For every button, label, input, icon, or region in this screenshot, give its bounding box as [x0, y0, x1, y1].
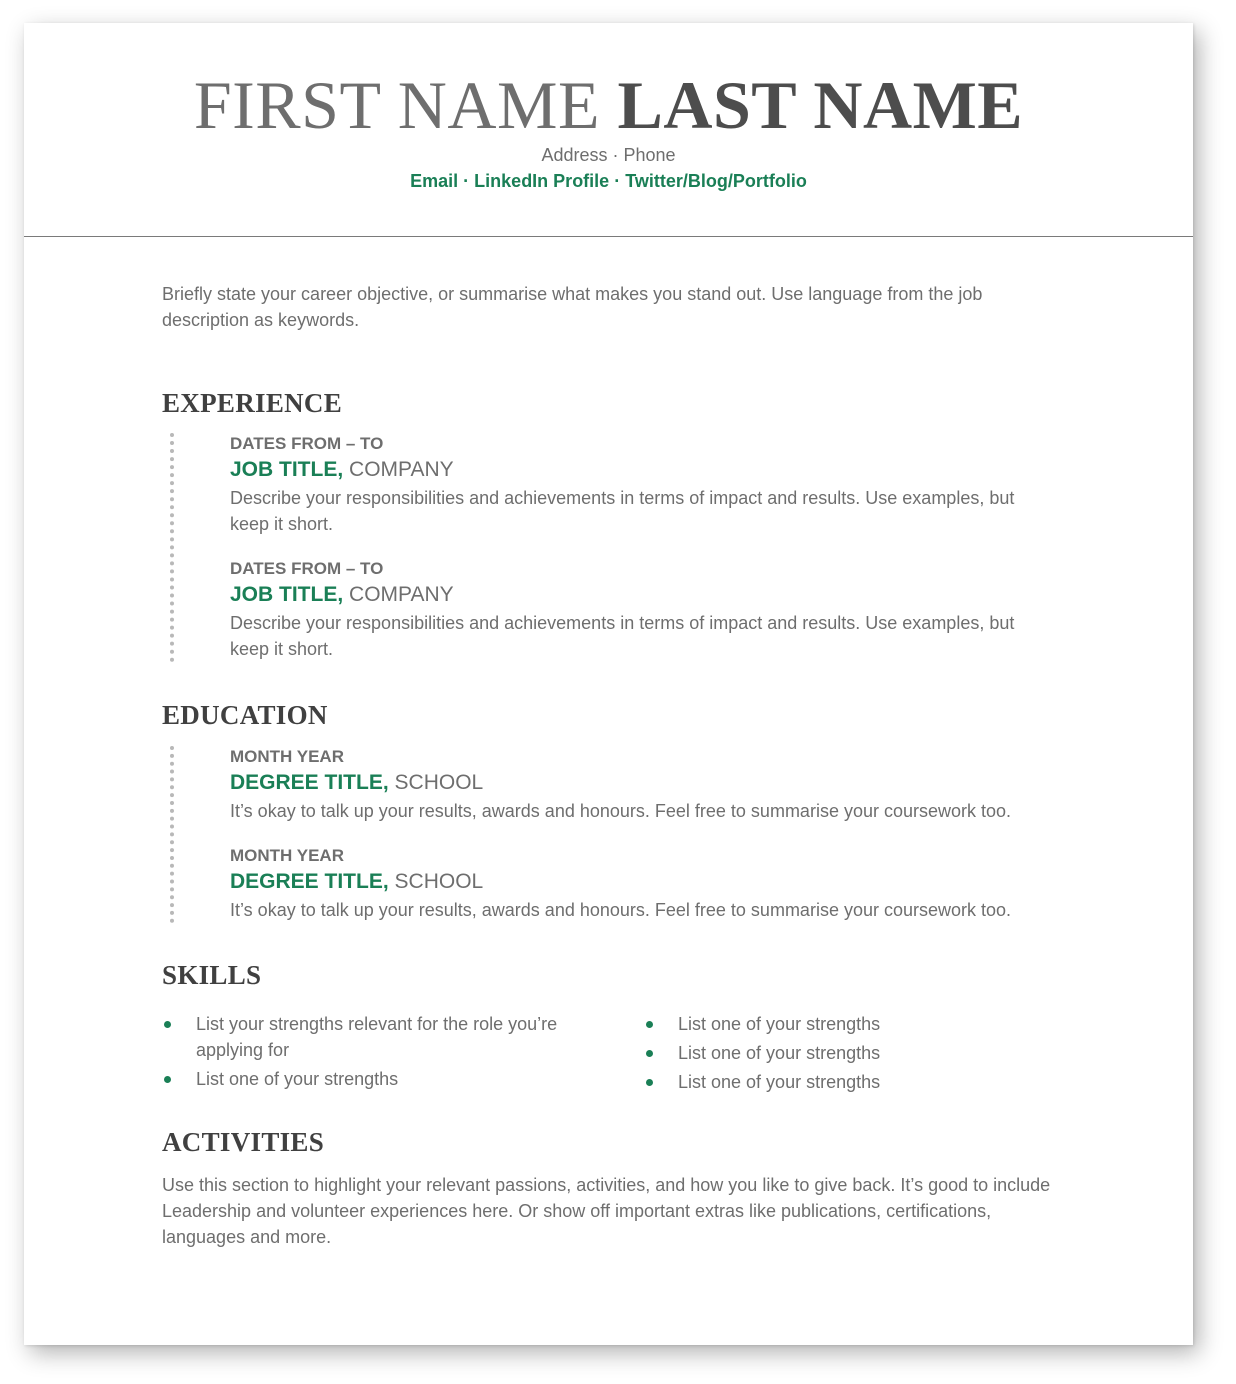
- experience-entries: [170, 433, 1062, 662]
- entry-role: JOB TITLE,: [230, 458, 344, 481]
- entry-description: Describe your responsibilities and achievements in terms of impact and results. Use examples, but keep it short.: [230, 488, 1015, 534]
- bullet-icon: [646, 1050, 653, 1057]
- bullet-icon: [164, 1076, 171, 1083]
- entry-role: DEGREE TITLE,: [230, 771, 389, 794]
- full-name: [24, 67, 1193, 143]
- resume-body: [162, 281, 1062, 1250]
- education-entries: [170, 746, 1062, 923]
- experience-entry: [230, 558, 1062, 662]
- first-name: FIRST NAME: [193, 67, 600, 143]
- address-phone-line: Address · Phone: [541, 145, 676, 165]
- entry-org: COMPANY: [349, 458, 454, 481]
- resume-header: [24, 23, 1193, 237]
- bullet-icon: [646, 1079, 653, 1086]
- entry-description: It’s okay to talk up your results, awards and honours. Feel free to summarise your coursework too.: [230, 900, 1012, 920]
- skill-item: [644, 1069, 1062, 1095]
- education-entry: [230, 845, 1062, 923]
- activities-text: Use this section to highlight your relevant passions, activities, and how you like to give back. It’s good to include Leadership and volunteer experiences here. Or show off important extras like publications, certifications, languages and more.: [162, 1175, 1051, 1247]
- education-entry: [230, 746, 1062, 824]
- experience-heading: EXPERIENCE: [162, 388, 343, 418]
- entry-dates: DATES FROM – TO: [230, 434, 384, 453]
- skill-text: List one of your strengths: [678, 1043, 881, 1063]
- skill-text: List one of your strengths: [678, 1014, 881, 1034]
- skill-item: [162, 1066, 606, 1092]
- activities-heading: ACTIVITIES: [162, 1127, 325, 1157]
- skills-list: [162, 1011, 1062, 1098]
- bullet-icon: [164, 1021, 171, 1028]
- skills-column-2: [644, 1011, 1062, 1098]
- entry-dates: MONTH YEAR: [230, 747, 344, 766]
- last-name: LAST NAME: [617, 67, 1024, 143]
- entry-role: JOB TITLE,: [230, 583, 344, 606]
- entry-org: SCHOOL: [394, 870, 484, 893]
- entry-org: SCHOOL: [394, 771, 484, 794]
- skill-item: [162, 1011, 606, 1063]
- entry-description: Describe your responsibilities and achievements in terms of impact and results. Use examples, but keep it short.: [230, 613, 1015, 659]
- bullet-icon: [646, 1021, 653, 1028]
- skill-text: List one of your strengths: [196, 1069, 399, 1089]
- education-heading: EDUCATION: [162, 700, 328, 730]
- skill-text: List your strengths relevant for the role you’re applying for: [196, 1014, 558, 1060]
- entry-org: COMPANY: [349, 583, 454, 606]
- entry-title: [230, 867, 1062, 897]
- entry-dates: MONTH YEAR: [230, 846, 344, 865]
- objective-text: Briefly state your career objective, or summarise what makes you stand out. Use language from the job description as keywords.: [162, 284, 983, 330]
- skills-column-1: [162, 1011, 644, 1098]
- entry-dates: DATES FROM – TO: [230, 559, 384, 578]
- skill-item: [644, 1040, 1062, 1066]
- entry-title: [230, 455, 1062, 485]
- skill-text: List one of your strengths: [678, 1072, 881, 1092]
- resume-page: [24, 23, 1193, 1345]
- entry-role: DEGREE TITLE,: [230, 870, 389, 893]
- experience-entry: [230, 433, 1062, 537]
- entry-description: It’s okay to talk up your results, awards and honours. Feel free to summarise your coursework too.: [230, 801, 1012, 821]
- entry-title: [230, 768, 1062, 798]
- skills-heading: SKILLS: [162, 960, 262, 990]
- skill-item: [644, 1011, 1062, 1037]
- online-contact-line: Email · LinkedIn Profile · Twitter/Blog/Portfolio: [410, 171, 807, 191]
- entry-title: [230, 580, 1062, 610]
